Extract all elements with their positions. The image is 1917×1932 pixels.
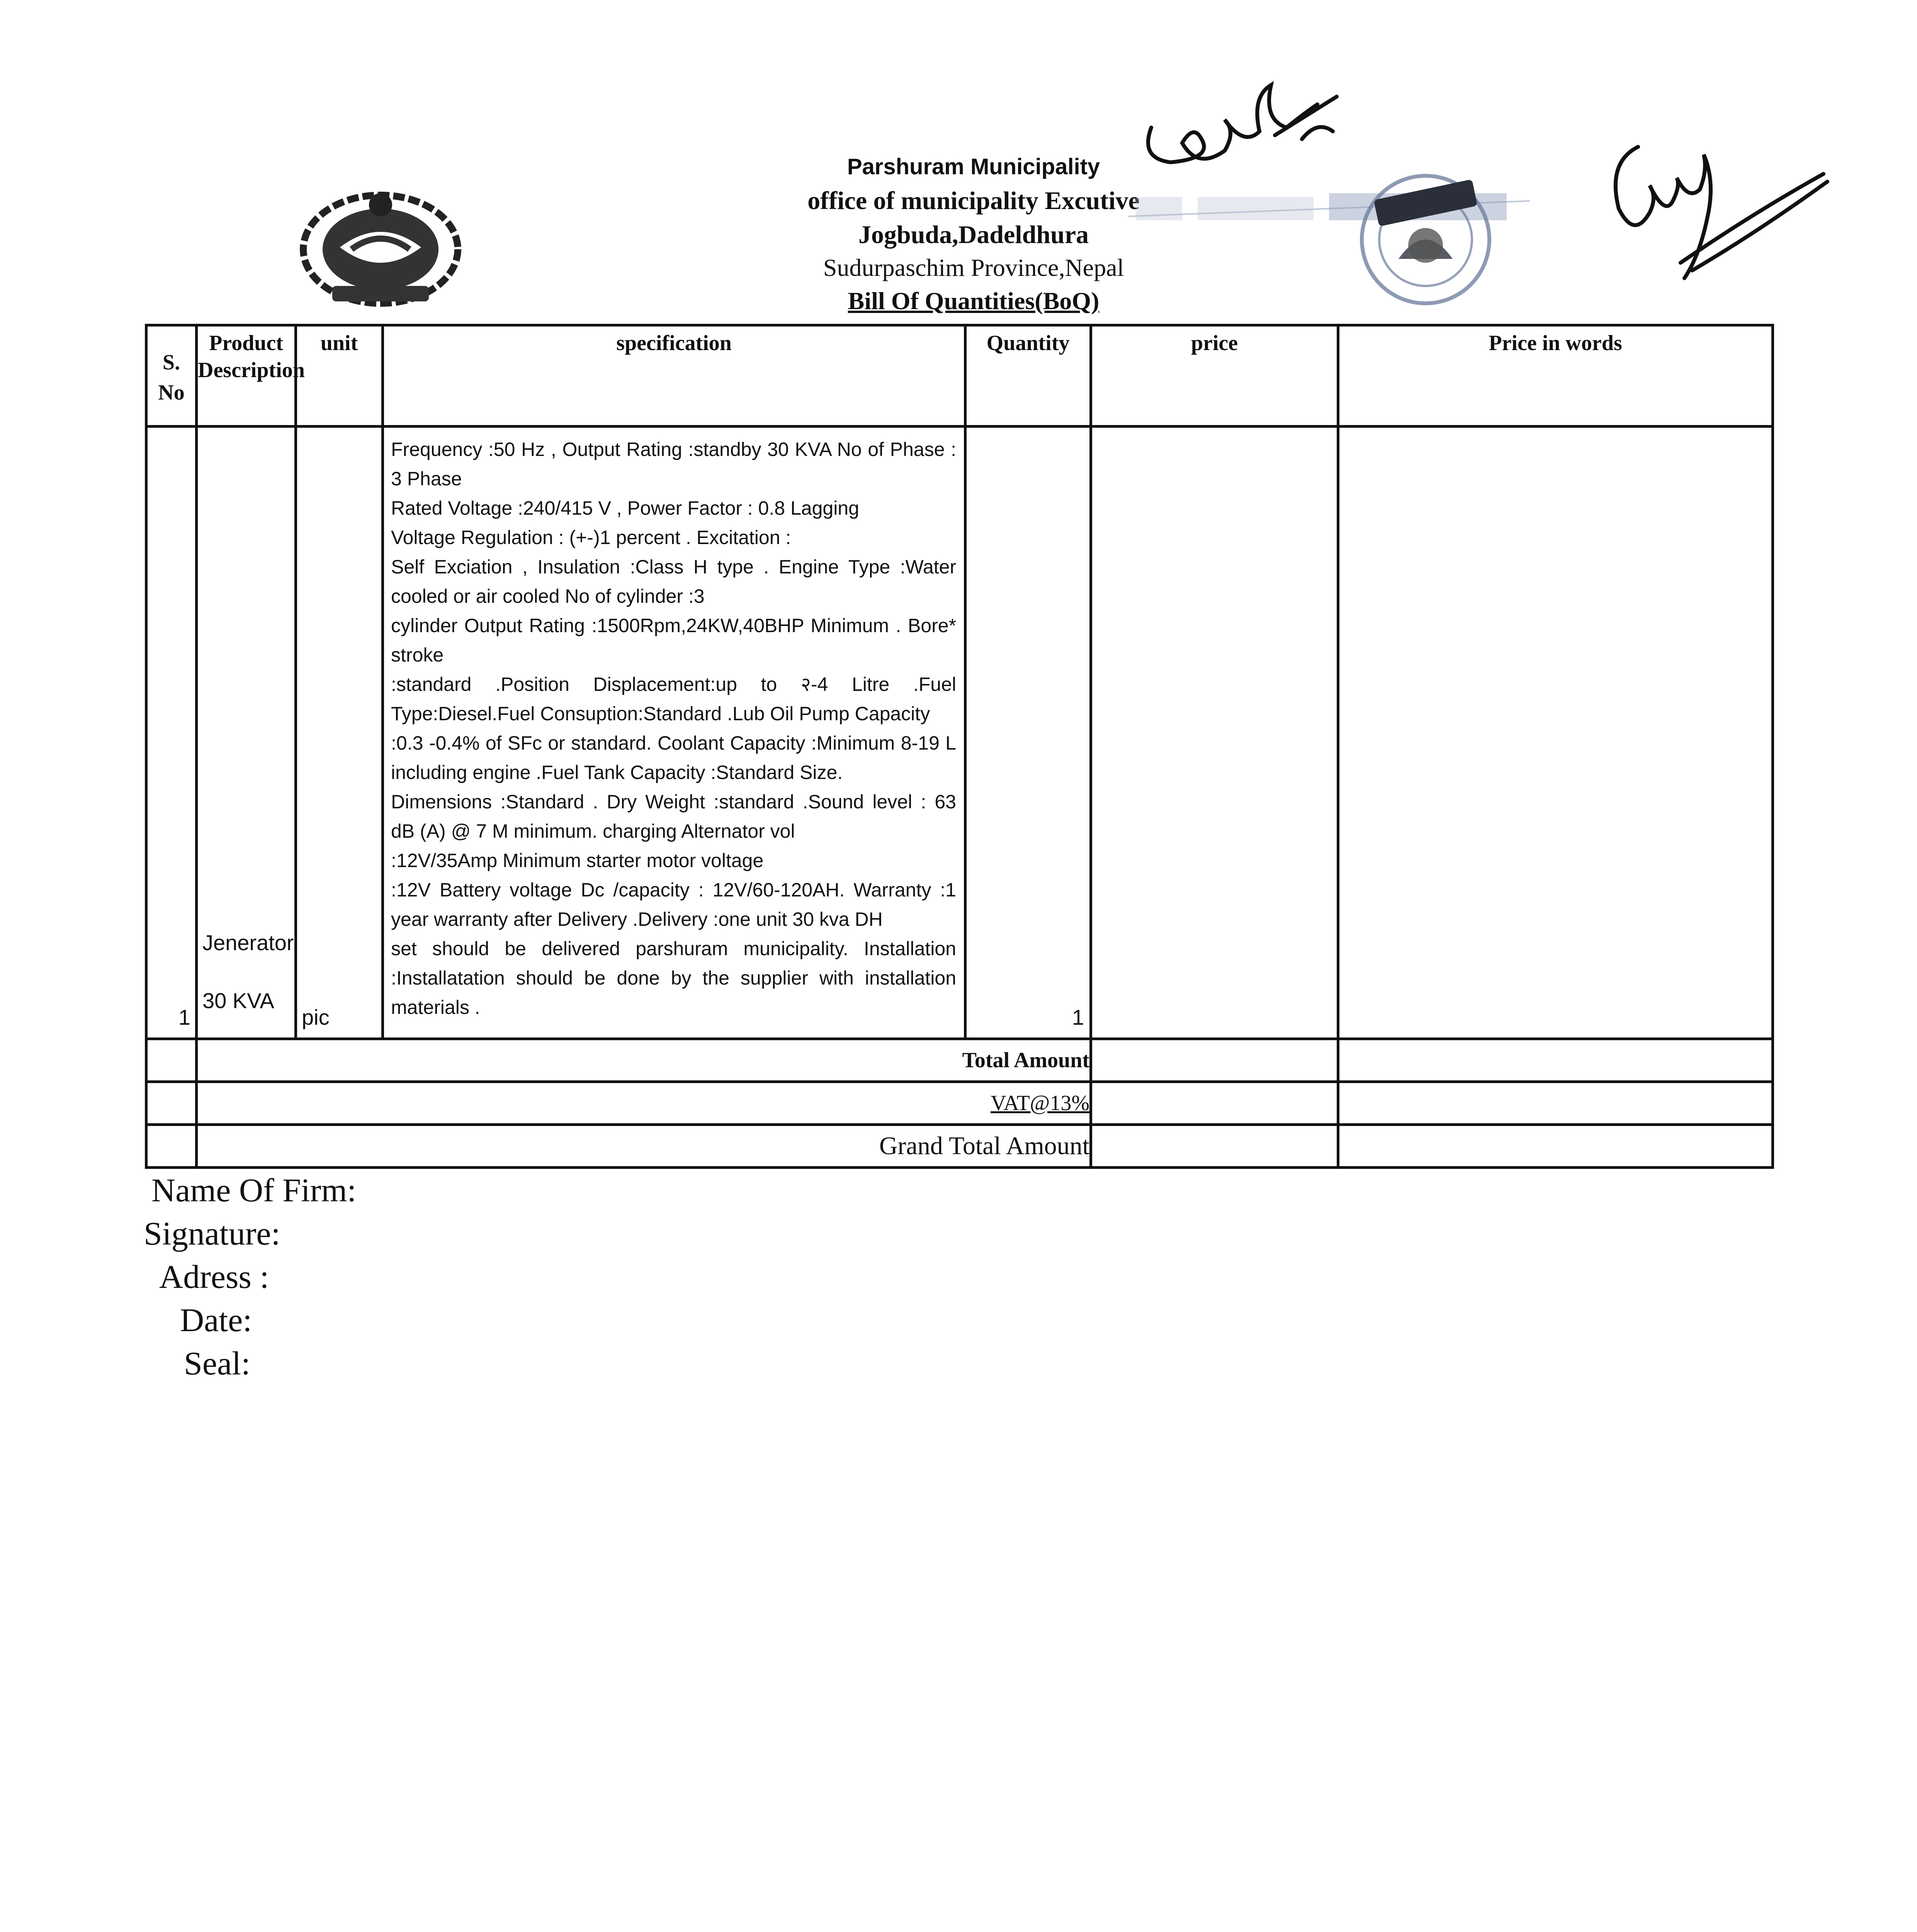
grand-total-row (146, 1125, 1773, 1168)
municipality-seal (1337, 162, 1514, 309)
seal-label: Seal: (184, 1345, 250, 1382)
nepal-emblem-logo (294, 182, 467, 309)
spec-line: set should be delivered parshuram municipality. Installation :Installatation should be done by the supplier with installation materials . (391, 938, 956, 1018)
vat-price-cell[interactable] (1091, 1082, 1338, 1125)
spec-line: :12V/35Amp Minimum starter motor voltage (391, 850, 764, 871)
address-label: Adress : (159, 1258, 269, 1295)
boq-table (145, 324, 1774, 1169)
grand-total-text: Grand Total Amount (879, 1132, 1089, 1160)
spec-line: :12V Battery voltage Dc /capacity : 12V/60-120AH. Warranty :1 year warranty after Delivery .Delivery :one unit 30 kva DH (391, 879, 956, 930)
total-sno-cell (146, 1039, 197, 1082)
col-header-words: Price in words (1338, 325, 1773, 427)
grand-price-cell[interactable] (1091, 1125, 1338, 1168)
col-header-qty: Quantity (965, 325, 1091, 427)
col-header-unit: unit (296, 325, 383, 427)
col-header-spec: specification (383, 325, 965, 427)
spec-line: Voltage Regulation : (+-)1 percent . Excitation : (391, 527, 791, 548)
table-header-row (146, 325, 1773, 427)
row-unit: pic (296, 427, 383, 1039)
grand-words-cell[interactable] (1338, 1125, 1773, 1168)
spec-line: :standard .Position Displacement:up to २-4 Litre .Fuel Type:Diesel.Fuel Consuption:Standard .Lub Oil Pump Capacity (391, 673, 956, 724)
vat-sno-cell (146, 1082, 197, 1125)
row-product: Jenerator 30 KVA (197, 427, 296, 1039)
firm-name-label: Name Of Firm: (151, 1172, 357, 1209)
table-row (146, 427, 1773, 1039)
office-location: Jogbuda,Dadeldhura (858, 221, 1089, 249)
date-label: Date: (180, 1301, 252, 1338)
total-amount-text: Total Amount (962, 1048, 1089, 1072)
grand-total-label (197, 1125, 1091, 1168)
total-amount-row (146, 1039, 1773, 1082)
col-header-product: Product Description (197, 325, 296, 427)
document-title: Bill Of Quantities(BoQ) (848, 287, 1100, 315)
total-amount-label (197, 1039, 1091, 1082)
spec-line: Dimensions :Standard . Dry Weight :standard .Sound level : 63 dB (A) @ 7 M minimum. charging Alternator vol (391, 791, 956, 842)
signature-label: Signature: (144, 1215, 280, 1252)
vat-label (197, 1082, 1091, 1125)
municipality-name: Parshuram Municipality (847, 154, 1100, 179)
row-quantity: 1 (965, 427, 1091, 1039)
signature-mark-1 (1136, 73, 1352, 189)
spec-line: :0.3 -0.4% of SFc or standard. Coolant Capacity :Minimum 8-19 L including engine .Fuel Tank Capacity :Standard Size. (391, 732, 956, 783)
row-specification (383, 427, 965, 1039)
row-sno: 1 (146, 427, 197, 1039)
vat-words-cell[interactable] (1338, 1082, 1773, 1125)
spec-line: Rated Voltage :240/415 V , Power Factor : 0.8 Lagging (391, 497, 859, 519)
total-price-cell[interactable] (1091, 1039, 1338, 1082)
vat-text: VAT@13% (991, 1091, 1089, 1115)
grand-sno-cell (146, 1125, 197, 1168)
col-header-sno: S. No (146, 325, 197, 427)
spec-line: Self Exciation , Insulation :Class H type . Engine Type :Water cooled or air cooled No of cylinder :3 (391, 556, 956, 607)
office-name: office of municipality Excutive (807, 187, 1140, 215)
row-price-cell[interactable] (1091, 427, 1338, 1039)
spec-line: cylinder Output Rating :1500Rpm,24KW,40BHP Minimum . Bore* stroke (391, 615, 956, 666)
vat-row (146, 1082, 1773, 1125)
signature-mark-2 (1592, 116, 1831, 294)
row-price-in-words-cell[interactable] (1338, 427, 1773, 1039)
province-name: Sudurpaschim Province,Nepal (823, 254, 1124, 281)
total-words-cell[interactable] (1338, 1039, 1773, 1082)
spec-line: Frequency :50 Hz , Output Rating :standby 30 KVA No of Phase : 3 Phase (391, 439, 956, 490)
col-header-price: price (1091, 325, 1338, 427)
